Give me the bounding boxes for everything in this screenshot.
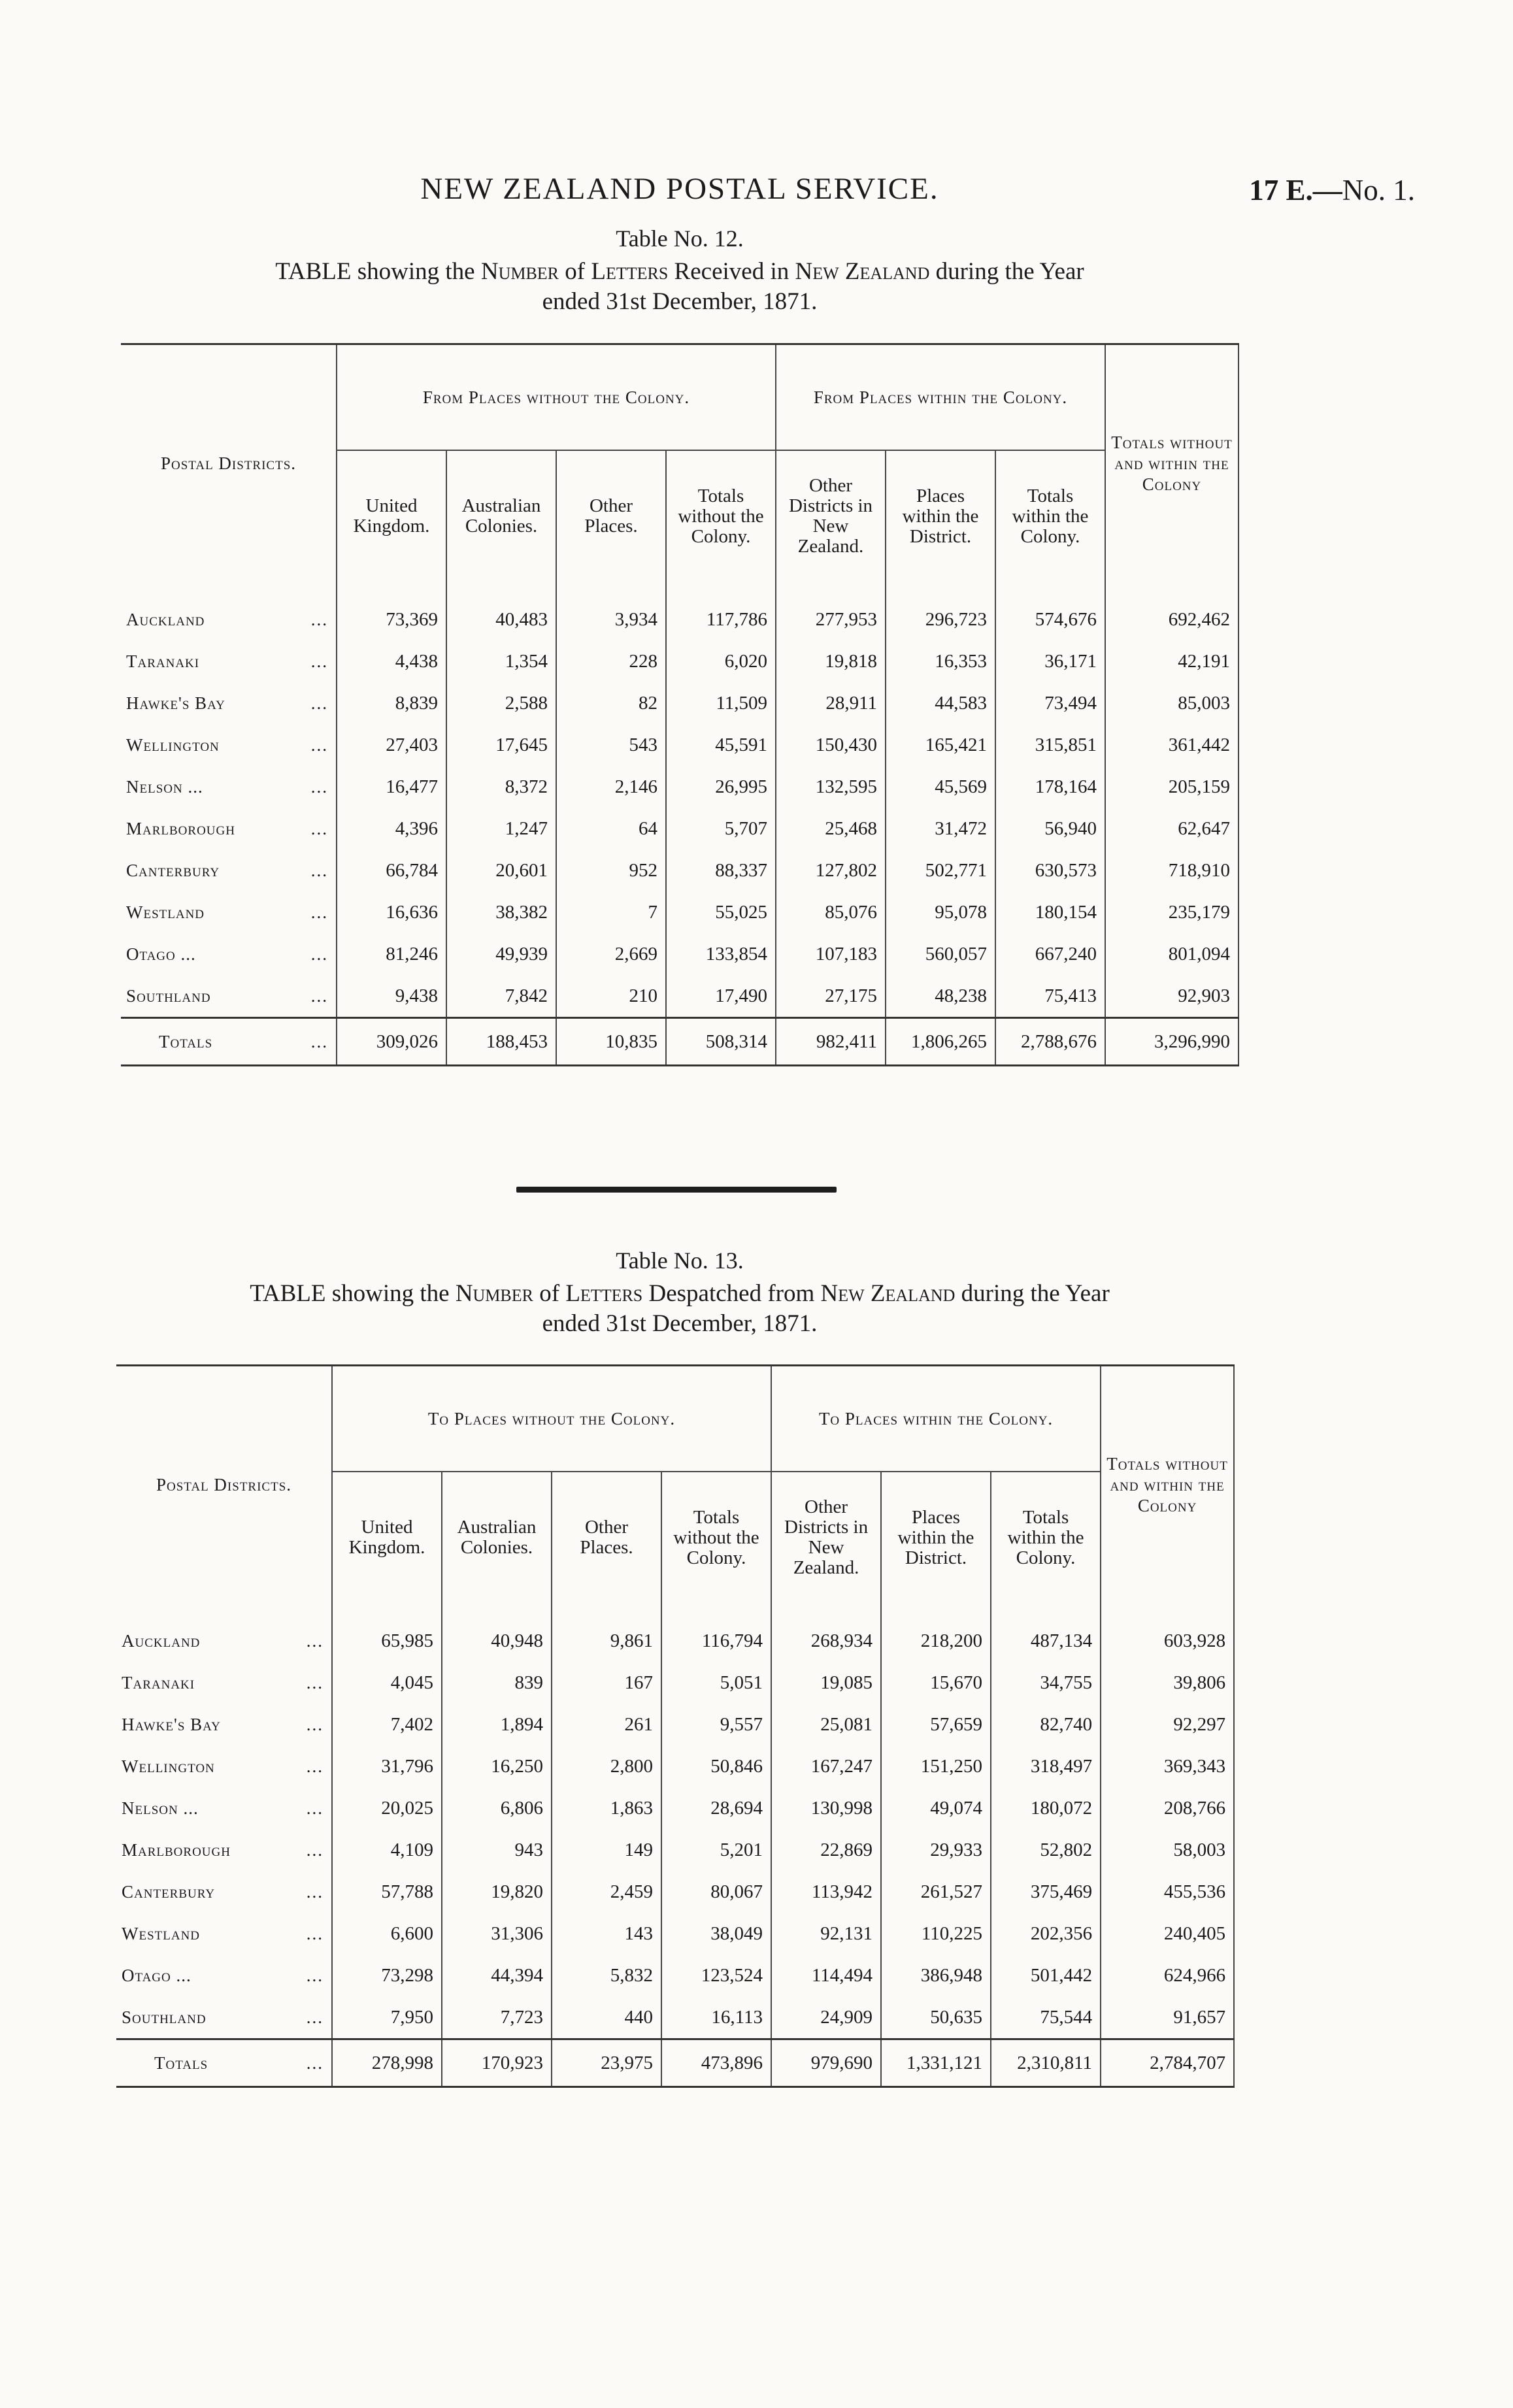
cell-value: 25,081 — [771, 1704, 881, 1745]
district-name: Auckland ... — [121, 582, 337, 640]
page-title: NEW ZEALAND POSTAL SERVICE. — [420, 172, 939, 206]
district-label: Taranaki — [122, 1672, 195, 1692]
cell-value: 10,835 — [556, 1018, 666, 1066]
cell-value: 28,694 — [661, 1787, 771, 1829]
district-name: Taranaki ... — [116, 1662, 332, 1704]
district-name: Canterbury ... — [121, 849, 337, 891]
cell-value: 1,894 — [442, 1704, 552, 1745]
cell-value: 8,372 — [446, 766, 556, 808]
district-label: Hawke's Bay — [122, 1714, 221, 1734]
cell-value: 2,669 — [556, 933, 666, 975]
cell-value: 2,459 — [552, 1871, 661, 1913]
cell-value: 386,948 — [881, 1954, 991, 1996]
cell-value: 2,588 — [446, 682, 556, 724]
cell-value: 48,238 — [886, 975, 995, 1018]
cell-value: 28,911 — [776, 682, 886, 724]
col-header-sub: United Kingdom. — [332, 1472, 442, 1603]
cell-value: 508,314 — [666, 1018, 776, 1066]
col-header-sub: Places within the District. — [886, 450, 995, 582]
cell-value: 801,094 — [1105, 933, 1239, 975]
cell-value: 82,740 — [991, 1704, 1101, 1745]
page-ref-number: 17 E.— — [1249, 174, 1342, 206]
cell-value: 80,067 — [661, 1871, 771, 1913]
cell-value: 692,462 — [1105, 582, 1239, 640]
cell-value: 50,635 — [881, 1996, 991, 2039]
cell-value: 952 — [556, 849, 666, 891]
district-name: Westland ... — [116, 1913, 332, 1954]
cell-value: 7 — [556, 891, 666, 933]
district-label: Canterbury — [122, 1881, 216, 1902]
cell-value: 85,003 — [1105, 682, 1239, 724]
col-header-sub: Other Districts in New Zealand. — [776, 450, 886, 582]
cell-value: 3,934 — [556, 582, 666, 640]
cell-value: 473,896 — [661, 2039, 771, 2087]
cell-value: 210 — [556, 975, 666, 1018]
cell-value: 205,159 — [1105, 766, 1239, 808]
table-row — [121, 724, 1239, 766]
cell-value: 165,421 — [886, 724, 995, 766]
district-name: Canterbury ... — [116, 1871, 332, 1913]
cell-value: 1,806,265 — [886, 1018, 995, 1066]
totals-row — [121, 1018, 1239, 1066]
group-header-within: To Places within the Colony. — [771, 1366, 1101, 1472]
cell-value: 73,494 — [995, 682, 1105, 724]
cell-value: 630,573 — [995, 849, 1105, 891]
table-row — [116, 1913, 1234, 1954]
district-name: Totals ... — [116, 2039, 332, 2087]
col-header-sub: Australian Colonies. — [446, 450, 556, 582]
cell-value: 45,569 — [886, 766, 995, 808]
cell-value: 7,402 — [332, 1704, 442, 1745]
cell-value: 44,583 — [886, 682, 995, 724]
cell-value: 49,939 — [446, 933, 556, 975]
table-row — [121, 933, 1239, 975]
cell-value: 19,085 — [771, 1662, 881, 1704]
cell-value: 202,356 — [991, 1913, 1101, 1954]
cell-value: 27,175 — [776, 975, 886, 1018]
cell-value: 979,690 — [771, 2039, 881, 2087]
district-label: Taranaki — [126, 651, 200, 671]
district-name: Totals ... — [121, 1018, 337, 1066]
cell-value: 34,755 — [991, 1662, 1101, 1704]
cell-value: 1,863 — [552, 1787, 661, 1829]
cell-value: 56,940 — [995, 808, 1105, 849]
cell-value: 130,998 — [771, 1787, 881, 1829]
cell-value: 23,975 — [552, 2039, 661, 2087]
cell-value: 6,806 — [442, 1787, 552, 1829]
cell-value: 2,784,707 — [1101, 2039, 1234, 2087]
cell-value: 133,854 — [666, 933, 776, 975]
group-header-without: To Places without the Colony. — [332, 1366, 771, 1472]
cell-value: 1,247 — [446, 808, 556, 849]
cell-value: 375,469 — [991, 1871, 1101, 1913]
cell-value: 85,076 — [776, 891, 886, 933]
section-divider — [516, 1187, 837, 1193]
cell-value: 40,948 — [442, 1603, 552, 1662]
cell-value: 440 — [552, 1996, 661, 2039]
table13-despatched — [116, 1364, 1235, 2088]
table-row — [121, 975, 1239, 1018]
district-name: Otago ... ... — [116, 1954, 332, 1996]
cell-value: 502,771 — [886, 849, 995, 891]
table-row — [121, 849, 1239, 891]
cell-value: 235,179 — [1105, 891, 1239, 933]
cell-value: 11,509 — [666, 682, 776, 724]
cell-value: 16,353 — [886, 640, 995, 682]
district-name: Hawke's Bay ... — [116, 1704, 332, 1745]
cell-value: 20,025 — [332, 1787, 442, 1829]
cell-value: 278,998 — [332, 2039, 442, 2087]
district-label: Southland — [122, 2007, 207, 2027]
cell-value: 66,784 — [337, 849, 446, 891]
col-header-sub: Totals within the Colony. — [995, 450, 1105, 582]
cell-value: 19,818 — [776, 640, 886, 682]
district-name: Wellington ... — [116, 1745, 332, 1787]
col-header-postal-districts: Postal Districts. — [121, 344, 337, 582]
cell-value: 16,477 — [337, 766, 446, 808]
cell-value: 6,020 — [666, 640, 776, 682]
cell-value: 65,985 — [332, 1603, 442, 1662]
table-row — [116, 1787, 1234, 1829]
cell-value: 132,595 — [776, 766, 886, 808]
cell-value: 151,250 — [881, 1745, 991, 1787]
table-row — [116, 1704, 1234, 1745]
cell-value: 57,659 — [881, 1704, 991, 1745]
district-label: Nelson ... — [126, 776, 203, 797]
cell-value: 178,164 — [995, 766, 1105, 808]
cell-value: 38,382 — [446, 891, 556, 933]
col-header-sub: Totals within the Colony. — [991, 1472, 1101, 1603]
cell-value: 240,405 — [1101, 1913, 1234, 1954]
cell-value: 27,403 — [337, 724, 446, 766]
cell-value: 73,369 — [337, 582, 446, 640]
cell-value: 113,942 — [771, 1871, 881, 1913]
district-label: Marlborough — [122, 1839, 231, 1860]
cell-value: 4,109 — [332, 1829, 442, 1871]
cell-value: 92,903 — [1105, 975, 1239, 1018]
cell-value: 603,928 — [1101, 1603, 1234, 1662]
cell-value: 5,832 — [552, 1954, 661, 1996]
district-name: Nelson ... ... — [121, 766, 337, 808]
cell-value: 982,411 — [776, 1018, 886, 1066]
cell-value: 52,802 — [991, 1829, 1101, 1871]
district-name: Southland ... — [121, 975, 337, 1018]
cell-value: 73,298 — [332, 1954, 442, 1996]
district-label: Hawke's Bay — [126, 693, 225, 713]
cell-value: 58,003 — [1101, 1829, 1234, 1871]
district-label: Auckland — [122, 1630, 201, 1651]
district-label: Totals — [154, 2053, 208, 2073]
cell-value: 39,806 — [1101, 1662, 1234, 1704]
table-row — [116, 1996, 1234, 2039]
cell-value: 170,923 — [442, 2039, 552, 2087]
cell-value: 943 — [442, 1829, 552, 1871]
cell-value: 117,786 — [666, 582, 776, 640]
page-ref-doc: No. 1. — [1342, 174, 1415, 206]
col-header-sub: Totals without the Colony. — [661, 1472, 771, 1603]
cell-value: 16,636 — [337, 891, 446, 933]
table-row — [121, 640, 1239, 682]
cell-value: 22,869 — [771, 1829, 881, 1871]
cell-value: 167,247 — [771, 1745, 881, 1787]
cell-value: 75,413 — [995, 975, 1105, 1018]
cell-value: 2,800 — [552, 1745, 661, 1787]
district-label: Otago ... — [122, 1965, 191, 1985]
cell-value: 91,657 — [1101, 1996, 1234, 2039]
cell-value: 2,788,676 — [995, 1018, 1105, 1066]
cell-value: 45,591 — [666, 724, 776, 766]
district-label: Marlborough — [126, 818, 235, 838]
cell-value: 16,250 — [442, 1745, 552, 1787]
cell-value: 455,536 — [1101, 1871, 1234, 1913]
cell-value: 7,950 — [332, 1996, 442, 2039]
cell-value: 318,497 — [991, 1745, 1101, 1787]
cell-value: 15,670 — [881, 1662, 991, 1704]
cell-value: 268,934 — [771, 1603, 881, 1662]
cell-value: 44,394 — [442, 1954, 552, 1996]
cell-value: 180,072 — [991, 1787, 1101, 1829]
col-header-sub: Totals without the Colony. — [666, 450, 776, 582]
cell-value: 5,201 — [661, 1829, 771, 1871]
cell-value: 4,438 — [337, 640, 446, 682]
cell-value: 36,171 — [995, 640, 1105, 682]
cell-value: 9,861 — [552, 1603, 661, 1662]
table12-received — [121, 343, 1239, 1066]
cell-value: 107,183 — [776, 933, 886, 975]
cell-value: 42,191 — [1105, 640, 1239, 682]
cell-value: 31,796 — [332, 1745, 442, 1787]
cell-value: 17,490 — [666, 975, 776, 1018]
district-name: Wellington ... — [121, 724, 337, 766]
cell-value: 25,468 — [776, 808, 886, 849]
district-name: Taranaki ... — [121, 640, 337, 682]
cell-value: 5,051 — [661, 1662, 771, 1704]
cell-value: 150,430 — [776, 724, 886, 766]
cell-value: 2,146 — [556, 766, 666, 808]
cell-value: 110,225 — [881, 1913, 991, 1954]
table13-caption: TABLE showing the Number of Letters Despatched from New Zealand during the Year ended 31st December, 1871. — [250, 1280, 1110, 1337]
cell-value: 95,078 — [886, 891, 995, 933]
cell-value: 309,026 — [337, 1018, 446, 1066]
district-name: Marlborough ... — [121, 808, 337, 849]
cell-value: 4,396 — [337, 808, 446, 849]
district-name: Marlborough ... — [116, 1829, 332, 1871]
cell-value: 7,842 — [446, 975, 556, 1018]
district-label: Westland — [126, 902, 205, 922]
cell-value: 6,600 — [332, 1913, 442, 1954]
cell-value: 361,442 — [1105, 724, 1239, 766]
cell-value: 62,647 — [1105, 808, 1239, 849]
cell-value: 31,306 — [442, 1913, 552, 1954]
cell-value: 7,723 — [442, 1996, 552, 2039]
district-label: Canterbury — [126, 860, 220, 880]
district-label: Nelson ... — [122, 1798, 199, 1818]
cell-value: 26,995 — [666, 766, 776, 808]
table12-caption: TABLE showing the Number of Letters Received in New Zealand during the Year ended 31st December, 1871. — [275, 258, 1084, 315]
table-row — [121, 582, 1239, 640]
page-reference — [1249, 173, 1415, 207]
cell-value: 17,645 — [446, 724, 556, 766]
cell-value: 49,074 — [881, 1787, 991, 1829]
col-header-sub: Australian Colonies. — [442, 1472, 552, 1603]
cell-value: 9,438 — [337, 975, 446, 1018]
cell-value: 487,134 — [991, 1603, 1101, 1662]
district-name: Hawke's Bay ... — [121, 682, 337, 724]
cell-value: 75,544 — [991, 1996, 1101, 2039]
cell-value: 3,296,990 — [1105, 1018, 1239, 1066]
cell-value: 667,240 — [995, 933, 1105, 975]
cell-value: 9,557 — [661, 1704, 771, 1745]
cell-value: 92,131 — [771, 1913, 881, 1954]
cell-value: 38,049 — [661, 1913, 771, 1954]
cell-value: 839 — [442, 1662, 552, 1704]
cell-value: 501,442 — [991, 1954, 1101, 1996]
cell-value: 2,310,811 — [991, 2039, 1101, 2087]
cell-value: 718,910 — [1105, 849, 1239, 891]
district-label: Otago ... — [126, 944, 196, 964]
table-row — [116, 1871, 1234, 1913]
cell-value: 315,851 — [995, 724, 1105, 766]
district-name: Nelson ... ... — [116, 1787, 332, 1829]
cell-value: 57,788 — [332, 1871, 442, 1913]
district-name: Auckland ... — [116, 1603, 332, 1662]
cell-value: 208,766 — [1101, 1787, 1234, 1829]
cell-value: 40,483 — [446, 582, 556, 640]
cell-value: 92,297 — [1101, 1704, 1234, 1745]
cell-value: 167 — [552, 1662, 661, 1704]
cell-value: 4,045 — [332, 1662, 442, 1704]
table-row — [116, 1662, 1234, 1704]
cell-value: 1,331,121 — [881, 2039, 991, 2087]
col-header-sub: United Kingdom. — [337, 450, 446, 582]
table12-number: Table No. 12. — [616, 225, 744, 252]
cell-value: 31,472 — [886, 808, 995, 849]
cell-value: 127,802 — [776, 849, 886, 891]
cell-value: 188,453 — [446, 1018, 556, 1066]
cell-value: 296,723 — [886, 582, 995, 640]
cell-value: 149 — [552, 1829, 661, 1871]
table-row — [116, 1954, 1234, 1996]
cell-value: 19,820 — [442, 1871, 552, 1913]
col-header-sub: Places within the District. — [881, 1472, 991, 1603]
table-row — [121, 891, 1239, 933]
cell-value: 116,794 — [661, 1603, 771, 1662]
cell-value: 261 — [552, 1704, 661, 1745]
col-header-totals-all: Totals without and within the Colony — [1101, 1366, 1234, 1604]
cell-value: 114,494 — [771, 1954, 881, 1996]
col-header-postal-districts: Postal Districts. — [116, 1366, 332, 1604]
cell-value: 29,933 — [881, 1829, 991, 1871]
district-label: Totals — [159, 1031, 213, 1051]
district-label: Westland — [122, 1923, 201, 1943]
district-label: Wellington — [126, 734, 220, 755]
cell-value: 16,113 — [661, 1996, 771, 2039]
cell-value: 24,909 — [771, 1996, 881, 2039]
cell-value: 228 — [556, 640, 666, 682]
cell-value: 1,354 — [446, 640, 556, 682]
cell-value: 82 — [556, 682, 666, 724]
cell-value: 55,025 — [666, 891, 776, 933]
district-name: Westland ... — [121, 891, 337, 933]
district-label: Auckland — [126, 609, 205, 629]
col-header-sub: Other Places. — [556, 450, 666, 582]
cell-value: 88,337 — [666, 849, 776, 891]
cell-value: 218,200 — [881, 1603, 991, 1662]
cell-value: 20,601 — [446, 849, 556, 891]
district-label: Southland — [126, 985, 211, 1006]
col-header-totals-all: Totals without and within the Colony — [1105, 344, 1239, 582]
cell-value: 574,676 — [995, 582, 1105, 640]
cell-value: 560,057 — [886, 933, 995, 975]
cell-value: 5,707 — [666, 808, 776, 849]
cell-value: 277,953 — [776, 582, 886, 640]
district-name: Otago ... ... — [121, 933, 337, 975]
cell-value: 50,846 — [661, 1745, 771, 1787]
district-label: Wellington — [122, 1756, 215, 1776]
table-row — [121, 766, 1239, 808]
table-row — [121, 682, 1239, 724]
cell-value: 369,343 — [1101, 1745, 1234, 1787]
district-name: Southland ... — [116, 1996, 332, 2039]
table13-number: Table No. 13. — [616, 1247, 744, 1274]
cell-value: 543 — [556, 724, 666, 766]
table-row — [121, 808, 1239, 849]
col-header-sub: Other Districts in New Zealand. — [771, 1472, 881, 1603]
cell-value: 81,246 — [337, 933, 446, 975]
cell-value: 180,154 — [995, 891, 1105, 933]
group-header-without: From Places without the Colony. — [337, 344, 776, 451]
table-row — [116, 1745, 1234, 1787]
cell-value: 624,966 — [1101, 1954, 1234, 1996]
table-row — [116, 1603, 1234, 1662]
totals-row — [116, 2039, 1234, 2087]
cell-value: 143 — [552, 1913, 661, 1954]
table-row — [116, 1829, 1234, 1871]
group-header-within: From Places within the Colony. — [776, 344, 1105, 451]
cell-value: 8,839 — [337, 682, 446, 724]
cell-value: 261,527 — [881, 1871, 991, 1913]
cell-value: 64 — [556, 808, 666, 849]
col-header-sub: Other Places. — [552, 1472, 661, 1603]
cell-value: 123,524 — [661, 1954, 771, 1996]
